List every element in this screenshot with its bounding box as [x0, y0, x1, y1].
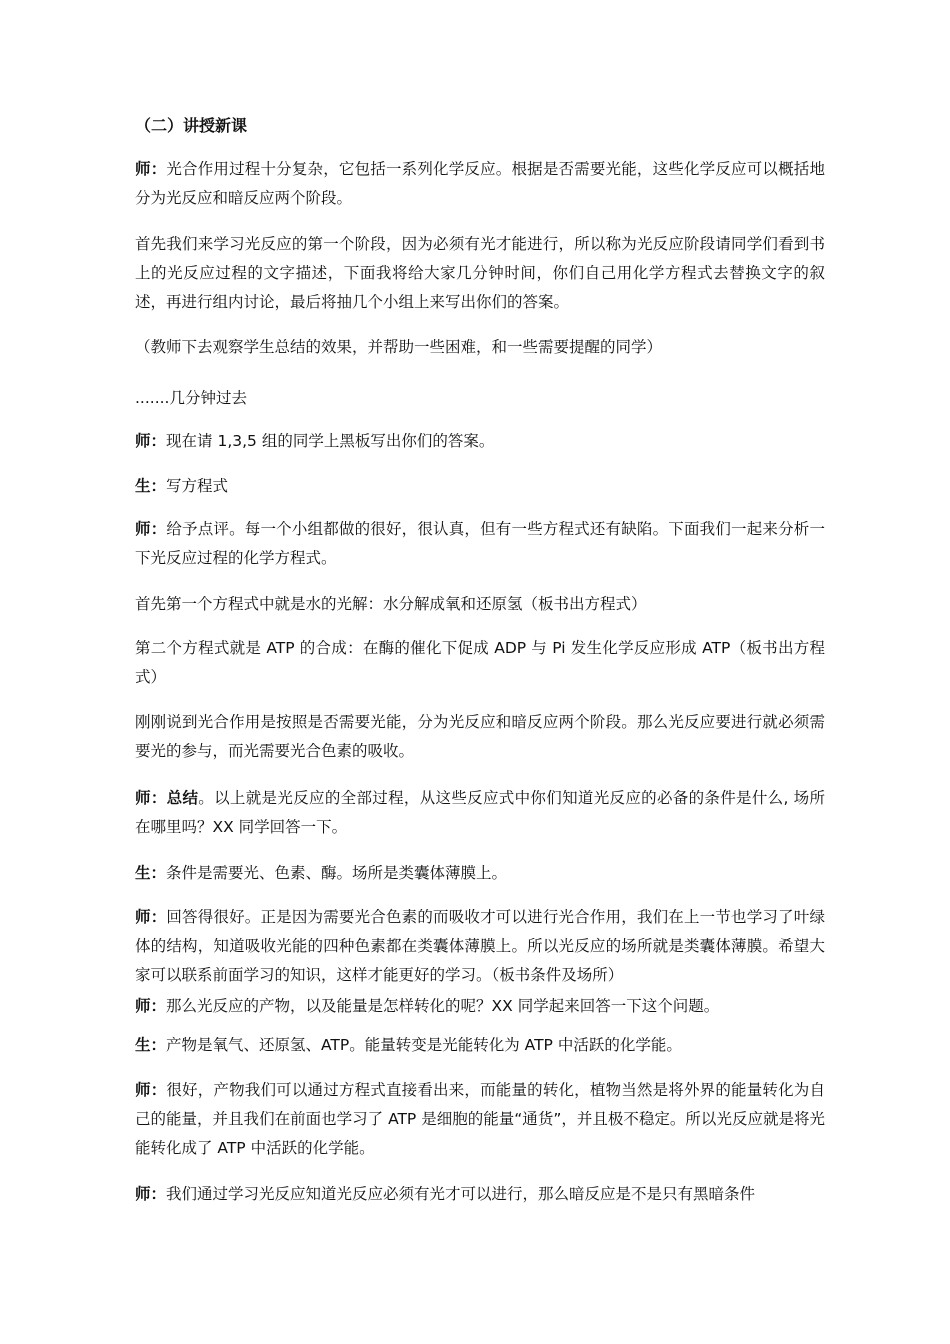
speaker-student: 生 [135, 477, 151, 495]
paragraph-text: 给予点评。每一个小组都做的很好，很认真，但有一些方程式还有缺陷。下面我们一起来分析一下光反应过程的化学方程式。 [135, 520, 825, 567]
paragraph-text: 那么光反应的产物，以及能量是怎样转化的呢？XX 同学起来回答一下这个问题。 [166, 997, 720, 1015]
speaker-colon: ： [150, 908, 167, 926]
paragraph-text: 首先第一个方程式中就是水的光解：水分解成氧和还原氢（板书出方程式） [135, 595, 647, 613]
speaker-student: 生 [135, 864, 151, 882]
paragraph-teacher-intro [135, 155, 825, 213]
paragraph-text: 首先我们来学习光反应的第一个阶段，因为必须有光才能进行，所以称为光反应阶段请同学们看到书上的光反应过程的文字描述，下面我将给大家几分钟时间，你们自己用化学方程式去替换文字的叙述，再进行组内讨论，最后将抽几个小组上来写出你们的答案。 [135, 235, 825, 311]
speaker-teacher: 师 [135, 789, 151, 807]
paragraph-student-equation [135, 472, 825, 501]
paragraph-text: .......几分钟过去 [135, 389, 247, 407]
speaker-colon: ： [150, 477, 167, 495]
paragraph-text: 我们通过学习光反应知道光反应必须有光才可以进行，那么暗反应是不是只有黑暗条件 [166, 1185, 756, 1203]
speaker-colon: ： [150, 1185, 167, 1203]
paragraph-teacher-note [135, 333, 825, 362]
paragraph-minutes-pass [135, 384, 825, 413]
speaker-teacher: 师 [135, 432, 151, 450]
paragraph-teacher-products [135, 992, 825, 1021]
paragraph-teacher-dark-reaction [135, 1180, 825, 1209]
paragraph-text: 条件是需要光、色素、酶。场所是类囊体薄膜上。 [166, 864, 508, 882]
paragraph-text: 很好，产物我们可以通过方程式直接看出来，而能量的转化，植物当然是将外界的能量转化为自己的能量，并且我们在前面也学习了 ATP 是细胞的能量“通货”，并且极不稳定。所以光反应就是将光能转化成了 ATP 中活跃的化学能。 [135, 1081, 825, 1157]
speaker-colon: ： [150, 432, 167, 450]
speaker-colon: ： [150, 789, 167, 807]
speaker-student: 生 [135, 1036, 151, 1054]
paragraph-teacher-location [135, 903, 825, 990]
paragraph-light-requirement [135, 708, 825, 766]
paragraph-text: 现在请 1,3,5 组的同学上黑板写出你们的答案。 [166, 432, 495, 450]
paragraph-teacher-groups [135, 427, 825, 456]
speaker-colon: ： [150, 864, 167, 882]
summary-keyword: 总结 [166, 789, 199, 807]
speaker-colon: ： [150, 1081, 167, 1099]
paragraph-atp-synthesis [135, 634, 825, 692]
paragraph-text: 第二个方程式就是 ATP 的合成：在酶的催化下促成 ADP 与 Pi 发生化学反应形成 ATP（板书出方程式） [135, 639, 825, 686]
speaker-colon: ： [150, 1036, 167, 1054]
paragraph-first-stage [135, 230, 825, 317]
speaker-teacher: 师 [135, 1185, 151, 1203]
section-heading: （二）讲授新课 [135, 116, 248, 135]
paragraph-student-products [135, 1031, 825, 1060]
speaker-colon: ： [150, 520, 167, 538]
speaker-teacher: 师 [135, 997, 151, 1015]
speaker-teacher: 师 [135, 520, 151, 538]
paragraph-text: 刚刚说到光合作用是按照是否需要光能，分为光反应和暗反应两个阶段。那么光反应要进行就必须需要光的参与，而光需要光合色素的吸收。 [135, 713, 825, 760]
paragraph-teacher-energy [135, 1076, 825, 1163]
paragraph-text: 产物是氧气、还原氢、ATP。能量转变是光能转化为 ATP 中活跃的化学能。 [166, 1036, 682, 1054]
paragraph-student-conditions [135, 859, 825, 888]
paragraph-text: 写方程式 [166, 477, 229, 495]
paragraph-water-photolysis [135, 590, 825, 619]
paragraph-teacher-summary [135, 784, 825, 842]
paragraph-text: 。以上就是光反应的全部过程，从这些反应式中你们知道光反应的必备的条件是什么, 场所在哪里吗？XX 同学回答一下。 [135, 789, 825, 836]
paragraph-teacher-review [135, 515, 825, 573]
paragraph-text: 光合作用过程十分复杂，它包括一系列化学反应。根据是否需要光能，这些化学反应可以概括地分为光反应和暗反应两个阶段。 [135, 160, 825, 207]
paragraph-text: 回答得很好。正是因为需要光合色素的而吸收才可以进行光合作用，我们在上一节也学习了叶绿体的结构，知道吸收光能的四种色素都在类囊体薄膜上。所以光反应的场所就是类囊体薄膜。希望大家可以联系前面学习的知识，这样才能更好的学习。（板书条件及场所） [135, 908, 825, 984]
paragraph-text: （教师下去观察学生总结的效果，并帮助一些困难，和一些需要提醒的同学） [135, 338, 663, 356]
speaker-teacher: 师 [135, 160, 151, 178]
speaker-teacher: 师 [135, 908, 151, 926]
speaker-teacher: 师 [135, 1081, 151, 1099]
speaker-colon: ： [150, 160, 167, 178]
speaker-colon: ： [150, 997, 167, 1015]
